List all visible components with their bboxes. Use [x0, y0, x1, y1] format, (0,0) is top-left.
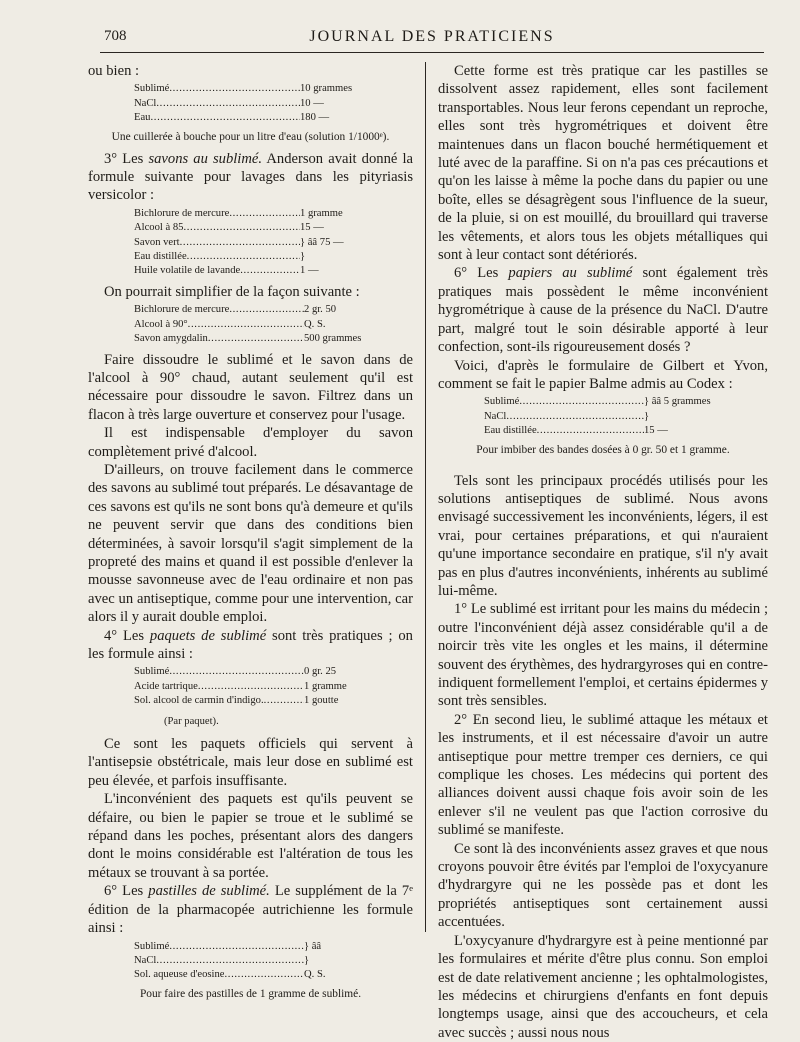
formula-row	[134, 968, 368, 982]
formula-row	[134, 82, 364, 96]
quantity: 10 grammes	[300, 83, 353, 95]
formula-row	[134, 111, 364, 125]
ingredient: Bichlorure de mercure	[134, 207, 230, 219]
quantity: Q. S.	[304, 969, 326, 981]
quantity: } ââ	[304, 940, 322, 952]
formula-row	[134, 264, 364, 278]
quantity: 10 —	[300, 97, 324, 109]
italic-text: pastilles de sublimé.	[148, 883, 270, 900]
formula-list	[438, 395, 724, 438]
ingredient: Sol. alcool de carmin d'indigo.	[134, 695, 264, 707]
ingredient: Sublimé	[484, 396, 520, 408]
quantity: }	[300, 251, 306, 263]
quantity: Q. S.	[304, 318, 326, 330]
paragraph: D'ailleurs, on trouve facilement dans le commerce des savons au sublimé tout préparés. Le désavantage de ces savons est qu'ils ne sont bons qu'à demeure et qu'ils ne peuvent servir que dans des conditions bien déterminées, à savoir lorsqu'il s'agit simplement de la propreté des mains et quand il est possible d'enlever la mousse savonneuse avec de l'eau ordinaire et non pas avec un antiseptique, comme pour une intervention, car alors il y aurait double emploi.	[88, 461, 413, 626]
formula-list	[88, 82, 364, 125]
formula-row	[134, 332, 368, 346]
paragraph: 1° Le sublimé est irritant pour les mains du médecin ; outre l'inconvénient déjà assez considérable qu'il a de noircir très vite les ongles et les mains, il détermine souvent des érythèmes, des hydrargyroses qui en contre-indiquent formellement l'emploi, et certains épidermes y sont très sensibles.	[438, 601, 768, 710]
ingredient: NaCl	[484, 410, 507, 422]
formula-row	[134, 940, 368, 954]
formula-list	[88, 940, 368, 983]
text: Le supplément de la 7ᵉ édition de la pharmacopée autrichienne les formule ainsi :	[88, 883, 413, 937]
formula-row	[484, 395, 724, 409]
quantity: 1 gramme	[300, 207, 343, 219]
ingredient: Savon vert	[134, 236, 180, 248]
formula-note: Pour faire des pastilles de 1 gramme de sublimé.	[139, 987, 362, 1000]
formula-note: Pour imbiber des bandes dosées à 0 gr. 50 et 1 gramme.	[476, 443, 730, 456]
quantity: 2 gr. 50	[304, 304, 337, 316]
quantity: } ââ 75 —	[300, 236, 344, 248]
left-column	[88, 62, 413, 1007]
paragraph: Voici, d'après le formulaire de Gilbert et Yvon, comment se fait le papier Balme admis au Codex :	[438, 357, 768, 392]
quantity: 1 goutte	[304, 695, 339, 707]
text: 6° Les	[454, 265, 509, 282]
formula-row	[484, 410, 724, 424]
ingredient: Huile volatile de lavande	[134, 265, 241, 277]
ingredient: Eau distillée	[484, 425, 537, 437]
paragraph: L'oxycyanure d'hydrargyre est à peine mentionné par les formulaires et mérite d'être plus connu. Son emploi est de date relativement ancienne ; les ophtalmologistes, les médecins et chirurgiens d'enfants en font depuis longtemps usage, ainsi que des accoucheurs, et cela avec succès ; aussi nous nous	[438, 932, 768, 1041]
page-number: 708	[104, 28, 127, 44]
formula-list	[88, 207, 364, 279]
quantity: 0 gr. 25	[304, 666, 337, 678]
quantity: 1 —	[300, 265, 319, 277]
running-title: JOURNAL DES PRATICIENS	[309, 28, 555, 45]
formula-list	[88, 303, 368, 346]
formula-row	[134, 318, 368, 332]
ingredient: Sublimé	[134, 940, 170, 952]
ingredient: Acide tartrique	[134, 680, 198, 692]
quantity: 180 —	[300, 112, 330, 124]
formula-row	[134, 665, 368, 679]
formula-list	[88, 665, 368, 708]
paragraph	[88, 882, 413, 937]
quantity: 500 grammes	[304, 333, 362, 345]
paragraph: Cette forme est très pratique car les pastilles se dissolvent assez rapidement, elles sont facilement transportables. Nous leur ferons cependant un reproche, elles sont très hygrométriques et doivent être maintenues dans un flacon bouché hermétiquement et luté avec de la paraffine. Si on n'a pas ces précautions et qu'on les laisse à même la poche dans du papier ou une boîte, elles se désagrègent sous l'influence de la sueur, de la pluie, si on est mouillé, du brouillard qui traverse les vêtements, et alors tous les objets métalliques qui sont à leur contact sont détériorés.	[438, 63, 768, 264]
text: sont également très pratiques mais possèdent le même inconvénient hygrométrique à cause de la présence du NaCl. D'autre part, malgré tout le soin désirable apporté à leur confection, sont-ils rigoureusement dosés ?	[438, 265, 768, 356]
formula-note: Une cuillerée à bouche pour un litre d'eau (solution 1/1000ᵉ).	[111, 130, 390, 143]
text: 3° Les	[104, 150, 149, 167]
paragraph	[438, 264, 768, 356]
quantity: 15 —	[644, 425, 668, 437]
text: 4° Les	[104, 627, 150, 644]
paragraph: L'inconvénient des paquets est qu'ils peuvent se défaire, ou bien le papier se troue et le sublimé se répand dans les poches, présentant alors des dangers dont le moins considérable est l'altération de tous les métaux se trouvant à sa portée.	[88, 791, 413, 881]
formula-row	[134, 97, 364, 111]
paragraph: Ce sont là des inconvénients assez graves et que nous croyons pouvoir être évités par l'emploi de l'oxycyanure d'hydrargyre qui ne les possède pas et dont les propriétés antiseptiques sont certainement aussi accentuées.	[438, 840, 768, 931]
formula-row	[134, 694, 368, 708]
quantity: } ââ 5 grammes	[644, 396, 711, 408]
ingredient: Sublimé	[134, 666, 170, 678]
italic-text: savons au sublimé.	[148, 150, 263, 167]
quantity: 1 gramme	[304, 680, 347, 692]
paragraph: On pourrait simplifier de la façon suivante :	[104, 283, 360, 300]
paragraph: Tels sont les principaux procédés utilisés pour les solutions antiseptiques de sublimé. Nous avons envisagé successivement les inconvénients, légers, il est vrai, pour certaines préparations, et qui n'auraient qu'une importance secondaire en pratique, s'il n'y avait pas en plus d'autres inconvénients, inhérents au sublimé lui-même.	[438, 472, 768, 599]
ingredient: NaCl	[134, 954, 157, 966]
quantity: }	[304, 954, 310, 966]
formula-row	[134, 236, 364, 250]
paragraph: Il est indispensable d'employer du savon complètement privé d'alcool.	[88, 425, 413, 460]
formula-row	[134, 250, 364, 264]
italic-text: papiers au sublimé	[508, 265, 633, 282]
column-divider	[425, 62, 426, 932]
page-header	[100, 26, 764, 53]
formula-row	[134, 207, 364, 221]
paragraph: ou bien :	[88, 63, 140, 79]
ingredient: Sublimé	[134, 83, 170, 95]
formula-row	[134, 303, 368, 317]
formula-row	[134, 221, 364, 235]
paragraph: 2° En second lieu, le sublimé attaque les métaux et les instruments, et il est nécessaire d'avoir un autre antiseptique pour mettre tremper ces derniers, ce qui complique les choses. Les médecins qui portent des alliances doivent aussi chaque fois avoir soin de les enlever s'il ne veulent pas que l'action corrosive du sublimé se manifeste.	[438, 711, 768, 839]
quantity: }	[644, 410, 650, 422]
ingredient: Eau	[134, 112, 151, 124]
formula-subnote: (Par paquet).	[164, 715, 219, 727]
ingredient: Sol. aqueuse d'eosine	[134, 969, 225, 981]
italic-text: paquets de sublimé	[149, 627, 267, 644]
formula-row	[484, 424, 724, 438]
formula-row	[134, 680, 368, 694]
ingredient: Eau distillée	[134, 251, 187, 263]
formula-row	[134, 954, 368, 968]
paragraph: Faire dissoudre le sublimé et le savon dans de l'alcool à 90° chaud, autant seulement qu'il est nécessaire pour dissoudre le savon. Filtrez dans un flacon à très large ouverture et conservez pour l'usage.	[88, 351, 413, 423]
text: Anderson avait donné la formule suivante pour lavages dans les pityriasis versicolor :	[88, 150, 413, 204]
quantity: 15 —	[300, 222, 324, 234]
right-column	[438, 62, 768, 1042]
ingredient: Alcool à 85	[134, 222, 184, 234]
paragraph	[88, 150, 413, 205]
ingredient: NaCl	[134, 97, 157, 109]
text: 6° Les	[104, 883, 149, 900]
paragraph: Ce sont les paquets officiels qui servent à l'antisepsie obstétricale, mais leur dose en sublimé est peu élevée, et parfois insuffisante.	[88, 736, 413, 789]
ingredient: Savon amygdalin	[134, 333, 208, 345]
ingredient: Bichlorure de mercure	[134, 304, 230, 316]
text: sont très pratiques ; on les formule ainsi :	[88, 627, 413, 662]
ingredient: Alcool à 90°	[134, 318, 188, 330]
paragraph	[88, 627, 413, 664]
